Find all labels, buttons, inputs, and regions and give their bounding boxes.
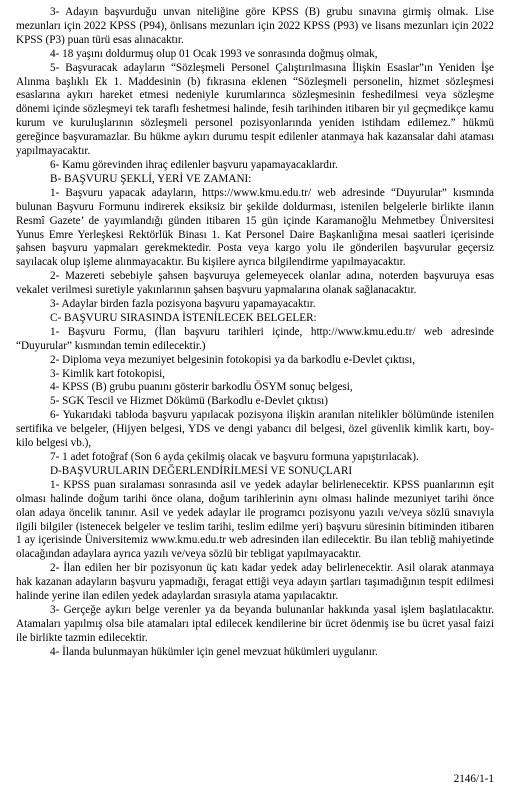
section-heading-d: D-BAŞVURULARIN DEĞERLENDİRİLMESİ VE SONUÇLARI bbox=[50, 464, 353, 477]
item-c2-diploma: 2- Diploma veya mezuniyet belgesinin fotokopisi ya da barkodlu e-Devlet çıktısı, bbox=[50, 353, 416, 366]
section-heading-b: B- BAŞVURU ŞEKLİ, YERİ VE ZAMANI: bbox=[50, 172, 252, 185]
item-c5-sgk: 5- SGK Tescil ve Hizmet Dökümü (Barkodlu e-Devlet çıktısı) bbox=[50, 395, 329, 408]
item-c3-id-card: 3- Kimlik kart fotokopisi, bbox=[50, 367, 165, 380]
item-c1-form: 1- Başvuru Formu, (İlan başvuru tarihleri içinde, http://www.kmu.edu.tr/ web adresinde “Duyurular” kısmından temin edilecektir.) bbox=[16, 325, 494, 352]
item-d2-reserve: 2- İlan edilen her bir pozisyonun üç katı kadar yedek aday belirlenecektir. Asil olarak atanmaya hak kazanan adayların başvuru yapmadığı, feragat ettiği veya adayın şartları taşımadığının tespit edilmesi halinde yerine ilan edilen yedek adaylardan sırasıyla atama yapılacaktır. bbox=[16, 562, 494, 603]
footer-code: 2146/1-1 bbox=[453, 773, 494, 786]
item-c6-certificates: 6- Yukarıdaki tabloda başvuru yapılacak pozisyona ilişkin aranılan nitelikler bölümünde istenilen sertifika ve belgeler, (Hijyen belgesi, YDS ve dengi yabancı dil belgesi, özel güvenlik kimlik kartı, boy-kilo belgesi vb.), bbox=[16, 409, 494, 450]
item-d3-false-docs: 3- Gerçeğe aykırı belge verenler ya da beyanda bulunanlar hakkında yasal işlem başlatılacaktır. Atamaları yapılmış olsa bile atamaları iptal edilecek kendilerine bir ücret ödenmiş ise bu ücret yasal faizi ile birlikte tazmin edilecektir. bbox=[16, 603, 494, 644]
item-d4-general: 4- İlanda bulunmayan hükümler için genel mevzuat hükümleri uygulanır. bbox=[50, 645, 378, 658]
item-b1-application: 1- Başvuru yapacak adayların, https://www.kmu.edu.tr/ web adresinde “Duyurular” kısmında bulunan Başvuru Formunu indirerek eksiksiz bir şekilde doldurması, istenilen belgelerle birlikte ilanın Resmî Gazete’ de yayımlandığı günden itibaren 15 gün içinde Karamanoğlu Mehmetbey Üniversitesi Yunus Emre Yerleşkesi Rektörlük Binası 1. Kat Personel Daire Başkanlığına mesai saatleri içerisinde şahsen başvuru yapmaları gerekmektedir. Posta veya kargo yolu ile gönderilen başvurular geçersiz sayılacak olup işleme alınmayacaktır. Bu kişilere ayrıca bilgilendirme yapılmayacaktır. bbox=[16, 186, 494, 269]
item-a6-dismissed: 6- Kamu görevinden ihraç edilenler başvuru yapamayacaklardır. bbox=[50, 158, 338, 171]
item-c4-kpss-result: 4- KPSS (B) grubu puanını gösterir barkodlu ÖSYM sonuç belgesi, bbox=[50, 381, 353, 394]
item-b2-proxy: 2- Mazereti sebebiyle şahsen başvuruya gelemeyecek olanlar adına, noterden başvuruya esas vekalet verilmesi suretiyle yakınlarının şahsen başvuru yapmalarına olanak sağlanacaktır. bbox=[16, 270, 494, 297]
item-b3-single-position: 3- Adaylar birden fazla pozisyona başvuru yapamayacaktır. bbox=[50, 298, 316, 311]
item-a5-contract-rule: 5- Başvuracak adayların “Sözleşmeli Personel Çalıştırılmasına İlişkin Esaslar”ın Yeniden İşe Alınma başlıklı Ek 1. Maddesinin (b) fıkrasına eklenen “Sözleşmeli personelin, hizmet sözleşmesi esaslarına aykırı hareket etmesi nedeniyle kurumlarınca sözleşmesinin feshedilmesi veya sözleşme dönemi içinde sözleşmeyi tek taraflı feshetmesi halinde, fesih tarihinden itibaren bir yıl geçmedikçe kamu kurum ve kuruluşlarının sözleşmeli personel pozisyonlarında yeniden istihdam edilemez.” hükmü gereğince başvuramazlar. Bu hükme aykırı durumu tespit edilenler atanmaya hak kazansalar dahi ataması yapılmayacaktır. bbox=[16, 61, 494, 158]
section-heading-c: C- BAŞVURU SIRASINDA İSTENİLECEK BELGELER: bbox=[50, 311, 317, 324]
item-a3-exam-requirement: 3- Adayın başvurduğu unvan niteliğine göre KPSS (B) grubu sınavına girmiş olmak. Lise mezunları için 2022 KPSS (P94), önlisans mezunları için 2022 KPSS (P93) ve lisans mezunları için 2022 KPSS (P3) puan türü esas alınacaktır. bbox=[16, 6, 494, 46]
item-c7-photo: 7- 1 adet fotoğraf (Son 6 ayda çekilmiş olacak ve başvuru formuna yapıştırılacak). bbox=[50, 451, 419, 463]
item-a4-age-requirement: 4- 18 yaşını doldurmuş olup 01 Ocak 1993 ve sonrasında doğmuş olmak, bbox=[50, 47, 378, 60]
item-d1-ranking: 1- KPSS puan sıralaması sonrasında asil ve yedek adaylar belirlenecektir. KPSS puanlarının eşit olması halinde doğum tarihi önce olana, doğum tarihlerinin aynı olması halinde mezuniyet tarihi önce olan adaya öncelik tanınır. Asil ve yedek adaylar ile programcı pozisyonu yazılı ve/veya sözlü sınavıyla ilgili bilgiler (istenecek belgeler ve teslim tarihi, teslim edilme yeri) başvuru süresinin bitiminden itibaren 1 ay içerisinde Üniversitemiz www.kmu.edu.tr web adresinden ilan edilecektir. Bu ilan tebliğ mahiyetinde olacağından adaylara ayrıca yazılı ve/veya sözlü bir tebligat yapılmayacaktır. bbox=[16, 478, 494, 561]
